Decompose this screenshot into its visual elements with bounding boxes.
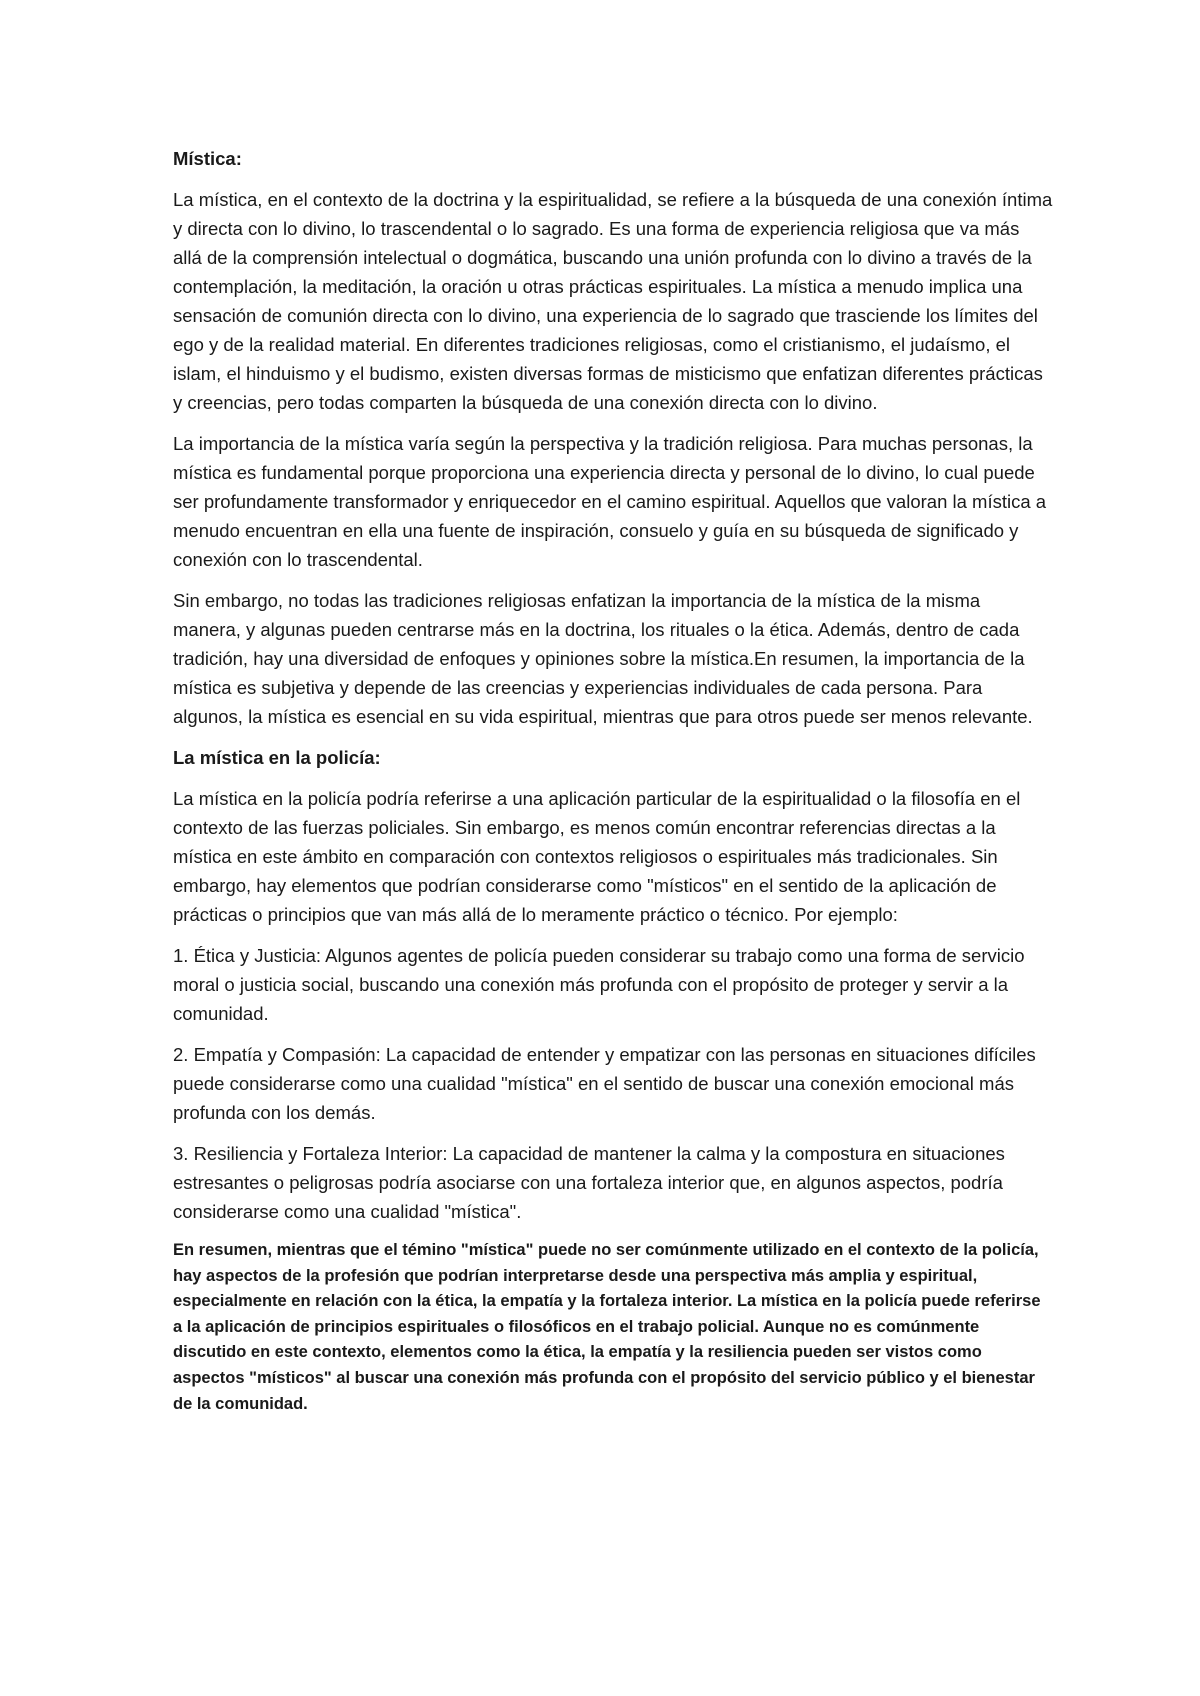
document-title: Mística: [173, 148, 242, 169]
paragraph-police-intro: La mística en la policía podría referirse a una aplicación particular de la espiritualidad o la filosofía en el contexto de las fuerzas policiales. Sin embargo, es menos común encontrar referencias directas a la mística en este ámbito en comparación con contextos religiosos o espirituales más tradicionales. Sin embargo, hay elementos que podrían considerarse como "místicos" en el sentido de la aplicación de prácticas o principios que van más allá de lo meramente práctico o técnico. Por ejemplo: [173, 788, 1021, 925]
list-item-ethics: 1. Ética y Justicia: Algunos agentes de policía pueden considerar su trabajo como una forma de servicio moral o justicia social, buscando una conexión más profunda con el propósito de proteger y servir a la comunidad. [173, 945, 1025, 1024]
section-title-police: La mística en la policía: [173, 747, 381, 768]
paragraph-variation: Sin embargo, no todas las tradiciones religiosas enfatizan la importancia de la mística de la misma manera, y algunas pueden centrarse más en la doctrina, los rituales o la ética. Además, dentro de cada tradición, hay una diversidad de enfoques y opiniones sobre la mística.En resumen, la importancia de la mística es subjetiva y depende de las creencias y experiencias individuales de cada persona. Para algunos, la mística es esencial en su vida espiritual, mientras que para otros puede ser menos relevante. [173, 590, 1033, 727]
document-page [173, 144, 1053, 1417]
paragraph-conclusion: En resumen, mientras que el témino "mística" puede no ser comúnmente utilizado en el contexto de la policía, hay aspectos de la profesión que podrían interpretarse desde una perspectiva más amplia y espiritual, especialmente en relación con la ética, la empatía y la fortaleza interior. La mística en la policía puede referirse a la aplicación de principios espirituales o filosóficos en el trabajo policial. Aunque no es comúnmente discutido en este contexto, elementos como la ética, la empatía y la resiliencia pueden ser vistos como aspectos "místicos" al buscar una conexión más profunda con el propósito del servicio público y el bienestar de la comunidad. [173, 1241, 1041, 1413]
paragraph-importance: La importancia de la mística varía según la perspectiva y la tradición religiosa. Para muchas personas, la mística es fundamental porque proporciona una experiencia directa y personal de lo divino, lo cual puede ser profundamente transformador y enriquecedor en el camino espiritual. Aquellos que valoran la mística a menudo encuentran en ella una fuente de inspiración, consuelo y guía en su búsqueda de significado y conexión con lo trascendental. [173, 433, 1047, 570]
paragraph-definition: La mística, en el contexto de la doctrina y la espiritualidad, se refiere a la búsqueda de una conexión íntima y directa con lo divino, lo trascendental o lo sagrado. Es una forma de experiencia religiosa que va más allá de la comprensión intelectual o dogmática, buscando una unión profunda con lo divino a través de la contemplación, la meditación, la oración u otras prácticas espirituales. La mística a menudo implica una sensación de comunión directa con lo divino, una experiencia de lo sagrado que trasciende los límites del ego y de la realidad material. En diferentes tradiciones religiosas, como el cristianismo, el judaísmo, el islam, el hinduismo y el budismo, existen diversas formas de misticismo que enfatizan diferentes prácticas y creencias, pero todas comparten la búsqueda de una conexión directa con lo divino. [173, 189, 1053, 413]
list-item-resilience: 3. Resiliencia y Fortaleza Interior: La capacidad de mantener la calma y la compostura en situaciones estresantes o peligrosas podría asociarse con una fortaleza interior que, en algunos aspectos, podría considerarse como una cualidad "mística". [173, 1143, 1005, 1222]
list-item-empathy: 2. Empatía y Compasión: La capacidad de entender y empatizar con las personas en situaciones difíciles puede considerarse como una cualidad "mística" en el sentido de buscar una conexión emocional más profunda con los demás. [173, 1044, 1036, 1123]
